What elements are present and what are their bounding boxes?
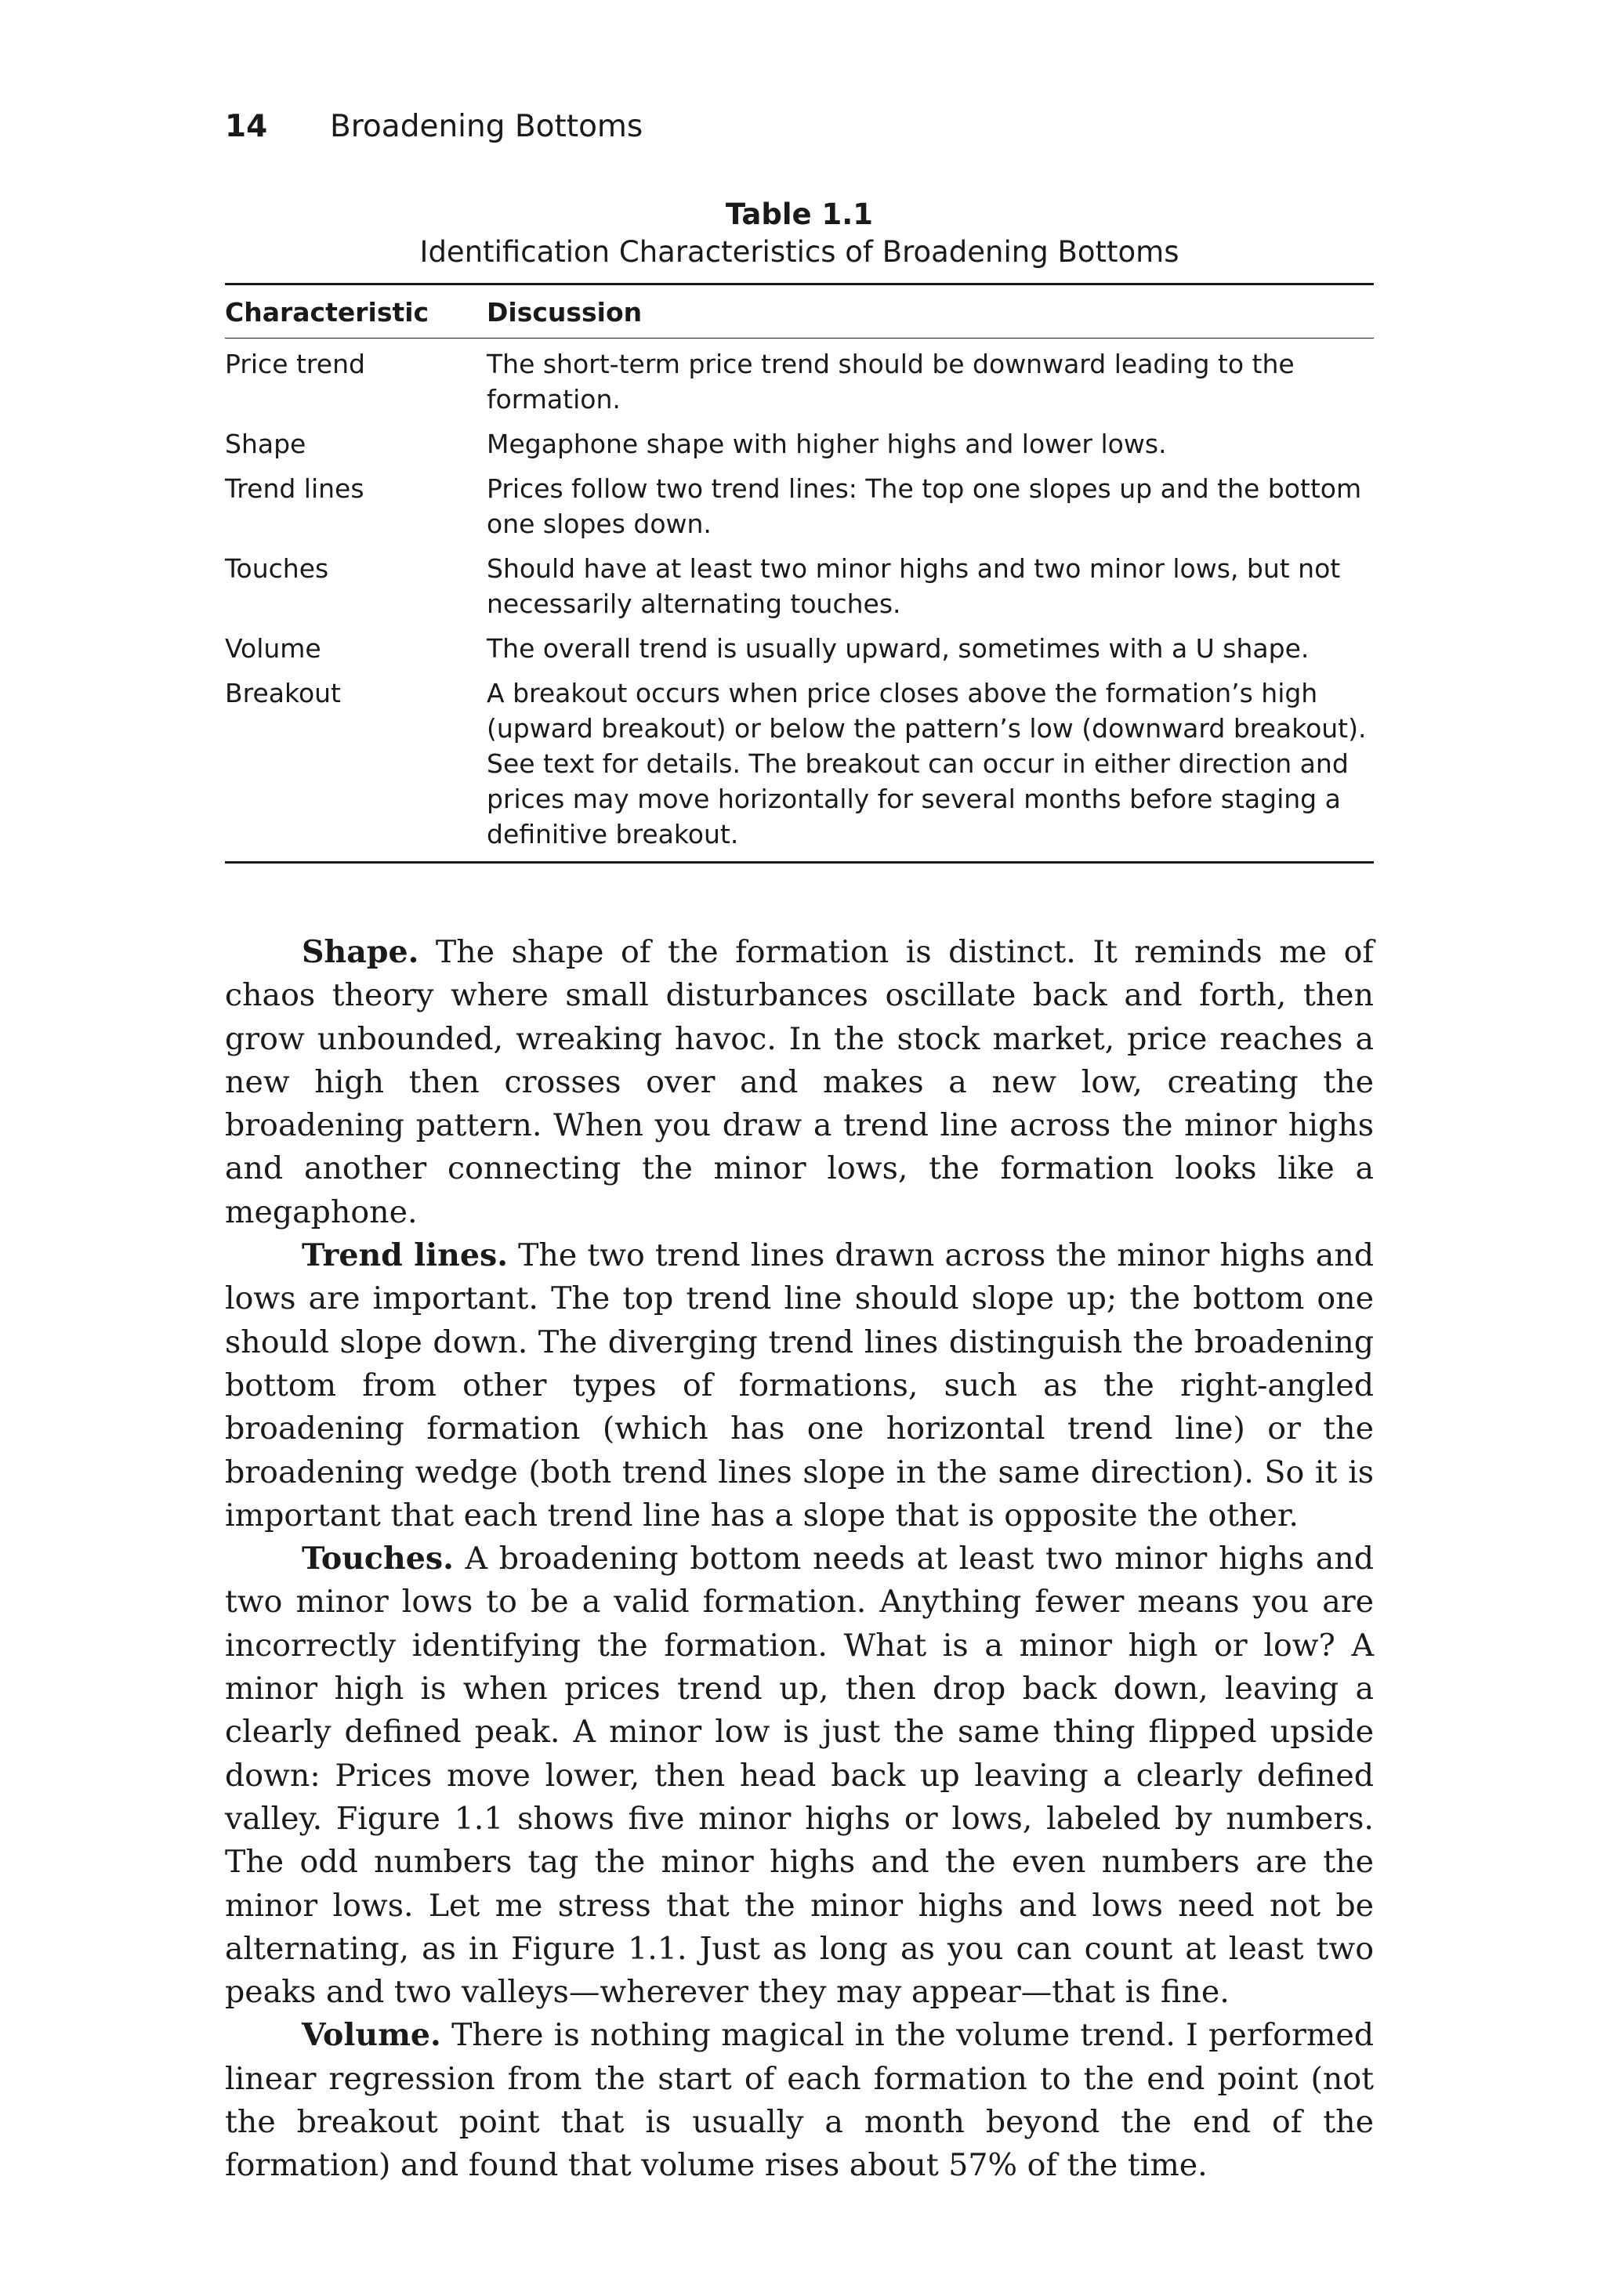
row-characteristic: Trend lines: [225, 473, 364, 504]
row-discussion: The short-term price trend should be downward leading to the formation.: [487, 349, 1295, 415]
header-characteristic: Characteristic: [225, 297, 429, 328]
paragraph-text: The shape of the formation is distinct. It reminds me of chaos theory where small disturbances oscillate back and forth, then grow unbounded, wreaking havoc. In the stock market, price reaches a new high then crosses over and makes a new low, creating the broadening pattern. When you draw a trend line across the minor highs and another connecting the minor lows, the formation looks like a megaphone.: [225, 934, 1374, 1230]
row-characteristic: Breakout: [225, 678, 341, 708]
table-row: [225, 675, 1374, 861]
run-in-heading: Touches.: [302, 1541, 454, 1577]
table-row: [225, 551, 1374, 631]
table-1-1: [225, 196, 1374, 864]
paragraph-volume: [225, 2014, 1374, 2187]
run-in-heading: Trend lines.: [302, 1237, 508, 1274]
table-caption: Identification Characteristics of Broadening Bottoms: [419, 235, 1179, 269]
table-row: [225, 339, 1374, 426]
row-discussion: Megaphone shape with higher highs and lower lows.: [487, 429, 1167, 459]
table-number: Table 1.1: [725, 197, 874, 231]
table-header-row: [225, 285, 1374, 338]
running-head: [225, 108, 643, 146]
paragraph-text: There is nothing magical in the volume trend. I performed linear regression from the start of each formation to the end point (not the breakout point that is usually a month beyond the end of the formation) and found that volume rises about 57% of the time.: [225, 2017, 1374, 2184]
row-characteristic: Volume: [225, 633, 321, 664]
characteristics-table: [225, 285, 1374, 861]
run-in-heading: Shape.: [302, 934, 419, 970]
paragraph-text: A broadening bottom needs at least two minor highs and two minor lows to be a valid formation. Anything fewer means you are incorrectly identifying the formation. What is a minor high or low? A minor high is when prices trend up, then drop back down, leaving a clearly defined peak. A minor low is just the same thing flipped upside down: Prices move lower, then head back up leaving a clearly defined valley. Figure 1.1 shows five minor highs or lows, labeled by numbers. The odd numbers tag the minor highs and the even numbers are the minor lows. Let me stress that the minor highs and lows need not be alternating, as in Figure 1.1. Just as long as you can count at least two peaks and two valleys—wherever they may appear—that is fine.: [225, 1541, 1374, 2011]
table-row: [225, 426, 1374, 471]
paragraph-text: The two trend lines drawn across the minor highs and lows are important. The top trend line should slope up; the bottom one should slope down. The diverging trend lines distinguish the broadening bottom from other types of formations, such as the right-angled broadening formation (which has one horizontal trend line) or the broadening wedge (both trend lines slope in the same direction). So it is important that each trend line has a slope that is opposite the other.: [225, 1237, 1374, 1534]
row-discussion: Prices follow two trend lines: The top one slopes up and the bottom one slopes down.: [487, 473, 1362, 539]
paragraph-shape: [225, 931, 1374, 1234]
table-row: [225, 631, 1374, 675]
row-characteristic: Touches: [225, 553, 329, 584]
run-in-heading: Volume.: [302, 2017, 441, 2054]
table-bottom-rule: [225, 861, 1374, 864]
header-discussion: Discussion: [487, 297, 643, 328]
row-discussion: Should have at least two minor highs and two minor lows, but not necessarily alternating touches.: [487, 553, 1341, 619]
row-characteristic: Shape: [225, 429, 306, 459]
paragraph-touches: [225, 1537, 1374, 2014]
book-page: [225, 0, 1374, 2296]
running-head-title: Broadening Bottoms: [330, 109, 643, 144]
body-text: [225, 931, 1374, 2188]
row-discussion: A breakout occurs when price closes above the formation’s high (upward breakout) or below the pattern’s low (downward breakout). See text for details. The breakout can occur in either direction and prices may move horizontally for several months before staging a definitive breakout.: [487, 678, 1367, 849]
row-discussion: The overall trend is usually upward, sometimes with a U shape.: [487, 633, 1310, 664]
table-row: [225, 471, 1374, 551]
paragraph-trend-lines: [225, 1234, 1374, 1537]
row-characteristic: Price trend: [225, 349, 365, 379]
page-number: 14: [225, 109, 268, 144]
